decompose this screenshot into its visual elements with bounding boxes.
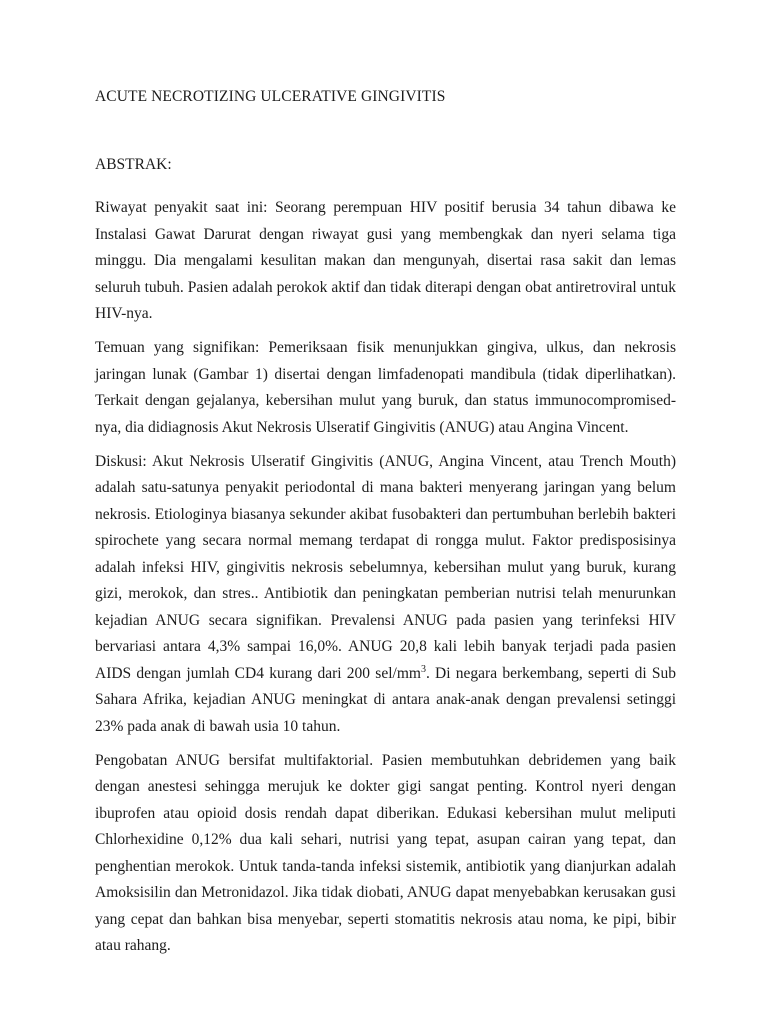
- paragraph-riwayat: Riwayat penyakit saat ini: Seorang perempuan HIV positif berusia 34 tahun dibawa ke Instalasi Gawat Darurat dengan riwayat gusi yang membengkak dan nyeri selama tiga minggu. Dia mengalami kesulitan makan dan mengunyah, disertai rasa sakit dan lemas seluruh tubuh. Pasien adalah perokok aktif dan tidak diterapi dengan obat antiretroviral untuk HIV-nya.: [95, 199, 676, 322]
- document-page: [95, 86, 676, 960]
- diskusi-text-before-superscript: Diskusi: Akut Nekrosis Ulseratif Gingivitis (ANUG, Angina Vincent, atau Trench Mouth) adalah satu-satunya penyakit periodontal di mana bakteri menyerang jaringan yang belum nekrosis. Etiologinya biasanya sekunder akibat fusobakteri dan pertumbuhan berlebih bakteri spirochete yang secara normal memang terdapat di rongga mulut. Faktor predisposisinya adalah infeksi HIV, gingivitis nekrosis sebelumnya, kebersihan mulut yang buruk, kurang gizi, merokok, dan stres.. Antibiotik dan peningkatan pemberian nutrisi telah menurunkan kejadian ANUG secara signifikan. Prevalensi ANUG pada pasien yang terinfeksi HIV bervariasi antara 4,3% sampai 16,0%. ANUG 20,8 kali lebih banyak terjadi pada pasien AIDS dengan jumlah CD4 kurang dari 200 sel/mm: [95, 452, 676, 682]
- paragraph-diskusi: [95, 449, 676, 741]
- document-title: ACUTE NECROTIZING ULCERATIVE GINGIVITIS: [95, 88, 446, 105]
- diskusi-text-after-superscript: . Di negara berkembang, seperti di Sub Sahara Afrika, kejadian ANUG meningkat di antara anak-anak dengan prevalensi setinggi 23% pada anak di bawah usia 10 tahun.: [95, 664, 676, 735]
- paragraph-temuan: Temuan yang signifikan: Pemeriksaan fisik menunjukkan gingiva, ulkus, dan nekrosis jaringan lunak (Gambar 1) disertai dengan limfadenopati mandibula (tidak diperlihatkan). Terkait dengan gejalanya, kebersihan mulut yang buruk, dan status immunocompromised-nya, dia didiagnosis Akut Nekrosis Ulseratif Gingivitis (ANUG) atau Angina Vincent.: [95, 339, 676, 436]
- abstract-heading: ABSTRAK:: [95, 156, 172, 173]
- citation-superscript: 3: [420, 663, 426, 675]
- paragraph-pengobatan: Pengobatan ANUG bersifat multifaktorial. Pasien membutuhkan debridemen yang baik dengan anestesi sehingga merujuk ke dokter gigi sangat penting. Kontrol nyeri dengan ibuprofen atau opioid dosis rendah dapat diberikan. Edukasi kebersihan mulut meliputi Chlorhexidine 0,12% dua kali sehari, nutrisi yang tepat, asupan cairan yang tepat, dan penghentian merokok. Untuk tanda-tanda infeksi sistemik, antibiotik yang dianjurkan adalah Amoksisilin dan Metronidazol. Jika tidak diobati, ANUG dapat menyebabkan kerusakan gusi yang cepat dan bahkan bisa menyebar, seperti stomatitis nekrosis atau noma, ke pipi, bibir atau rahang.: [95, 751, 676, 954]
